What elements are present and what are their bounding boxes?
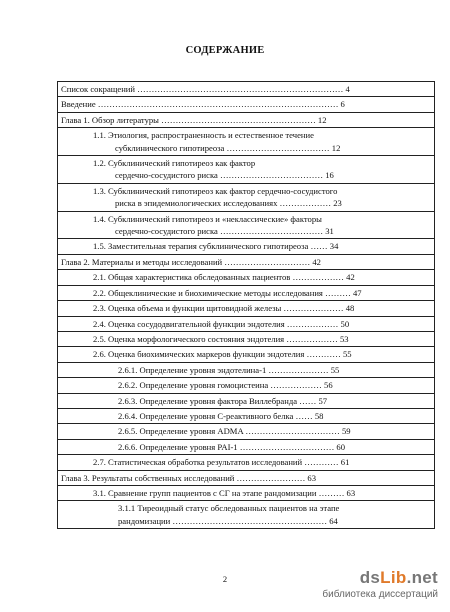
toc-entry[interactable] [58,501,435,529]
dslib-watermark-logo [318,568,438,604]
toc-entry[interactable] [58,128,435,156]
toc-row [58,112,435,127]
toc-line: 2.1. Общая характеристика обследованных пациентов ……………… 42 [93,272,355,283]
toc-line: 2.5. Оценка морфологического состояния эндотелия ……………… 53 [93,333,349,344]
toc-row [58,331,435,346]
toc-line: сердечно-сосудистого риска ……………………………… 31 [115,226,334,237]
toc-entry[interactable] [58,439,435,454]
toc-line: Глава 2. Материалы и методы исследований ………………………… 42 [61,256,321,267]
toc-row [58,211,435,239]
toc-line: Введение ………………………………………………………………………… 6 [61,99,345,110]
toc-row [58,501,435,529]
toc-entry[interactable] [58,408,435,423]
toc-entry[interactable] [58,82,435,97]
toc-line: 2.6.3. Определение уровня фактора Виллебранда …… 57 [118,395,328,406]
toc-entry[interactable] [58,424,435,439]
toc-row [58,378,435,393]
toc-row [58,362,435,377]
toc-entry[interactable] [58,378,435,393]
toc-line: Список сокращений ……………………………………………………………… 4 [61,84,350,94]
toc-line: рандомизации ……………………………………………… 64 [118,515,338,526]
toc-row [58,439,435,454]
toc-entry[interactable] [58,112,435,127]
toc-line: 1.4. Субклинический гипотиреоз и «неклассические» факторы [93,213,322,224]
toc-entry[interactable] [58,97,435,112]
watermark-subtitle: библиотека диссертаций [322,589,438,600]
toc-entry[interactable] [58,331,435,346]
toc-row [58,239,435,254]
toc-row [58,347,435,362]
toc-line: 3.1. Сравнение групп пациентов с СГ на этапе рандомизации ……… 63 [93,487,356,498]
toc-entry[interactable] [58,455,435,470]
toc-entry[interactable] [58,316,435,331]
toc-line: 1.5. Заместительная терапия субклинического гипотиреоза …… 34 [93,241,339,252]
toc-row [58,254,435,269]
toc-line: 2.4. Оценка сосудодвигательной функции эндотелия ……………… 50 [93,318,350,329]
toc-row [58,128,435,156]
toc-entry[interactable] [58,485,435,500]
toc-line: 2.3. Оценка объема и функции щитовидной железы ………………… 48 [93,303,355,314]
page-title: СОДЕРЖАНИЕ [185,45,265,56]
toc-line: 2.7. Статистическая обработка результатов исследований ………… 61 [93,457,350,468]
toc-entry[interactable] [58,362,435,377]
toc-entry[interactable] [58,301,435,316]
page-number: 2 [222,574,228,584]
toc-row [58,270,435,285]
toc-entry[interactable] [58,470,435,485]
toc-row [58,285,435,300]
toc-line: 1.1. Этиология, распространенность и естественное течение [93,130,314,141]
toc-entry[interactable] [58,211,435,239]
toc-line: 2.6.4. Определение уровня С-реактивного белка …… 58 [118,410,324,421]
logo-part-lib: Lib [380,568,407,587]
toc-row [58,408,435,423]
toc-entry[interactable] [58,254,435,269]
toc-line: 2.2. Общеклинические и биохимические методы исследования ……… 47 [93,287,362,298]
toc-line: 2.6. Оценка биохимических маркеров функции эндотелия ………… 55 [93,349,352,360]
toc-line: субклинического гипотиреоза ……………………………… 12 [115,142,341,153]
logo-part-ds: ds [359,568,381,587]
toc-line: 2.6.1. Определение уровня эндотелина-1 ………………… 55 [118,364,340,375]
table-of-contents [57,81,435,529]
toc-row [58,470,435,485]
toc-line: 1.2. Субклинический гипотиреоз как фактор [93,158,256,169]
toc-entry[interactable] [58,347,435,362]
toc-line: 2.6.6. Определение уровня PAI-1 …………………………… 60 [118,441,346,452]
toc-row [58,183,435,211]
toc-row [58,97,435,112]
toc-entry[interactable] [58,183,435,211]
watermark-logo-text [360,568,438,588]
logo-part-net: .net [406,568,438,587]
toc-line: 2.6.2. Определение уровня гомоцистеина ……………… 56 [118,380,333,391]
toc-line: Глава 1. Обзор литературы ……………………………………………… 12 [61,114,327,125]
toc-entry[interactable] [58,285,435,300]
toc-entry[interactable] [58,270,435,285]
toc-row [58,82,435,97]
toc-line: 2.6.5. Определение уровня ADMA …………………………… 59 [118,426,351,437]
toc-row [58,301,435,316]
toc-line: 3.1.1 Тиреоидный статус обследованных пациентов на этапе [118,503,340,514]
toc-row [58,393,435,408]
toc-row [58,424,435,439]
toc-entry[interactable] [58,156,435,184]
toc-line: риска в эпидемиологических исследованиях ……………… 23 [115,198,342,209]
toc-row [58,156,435,184]
toc-line: Глава 3. Результаты собственных исследований …………………… 63 [61,472,317,483]
toc-entry[interactable] [58,239,435,254]
toc-entry[interactable] [58,393,435,408]
toc-row [58,316,435,331]
toc-row [58,485,435,500]
toc-row [58,455,435,470]
toc-line: 1.3. Субклинический гипотиреоз как фактор сердечно-сосудистого [93,185,338,196]
toc-line: сердечно-сосудистого риска ……………………………… 16 [115,170,334,181]
